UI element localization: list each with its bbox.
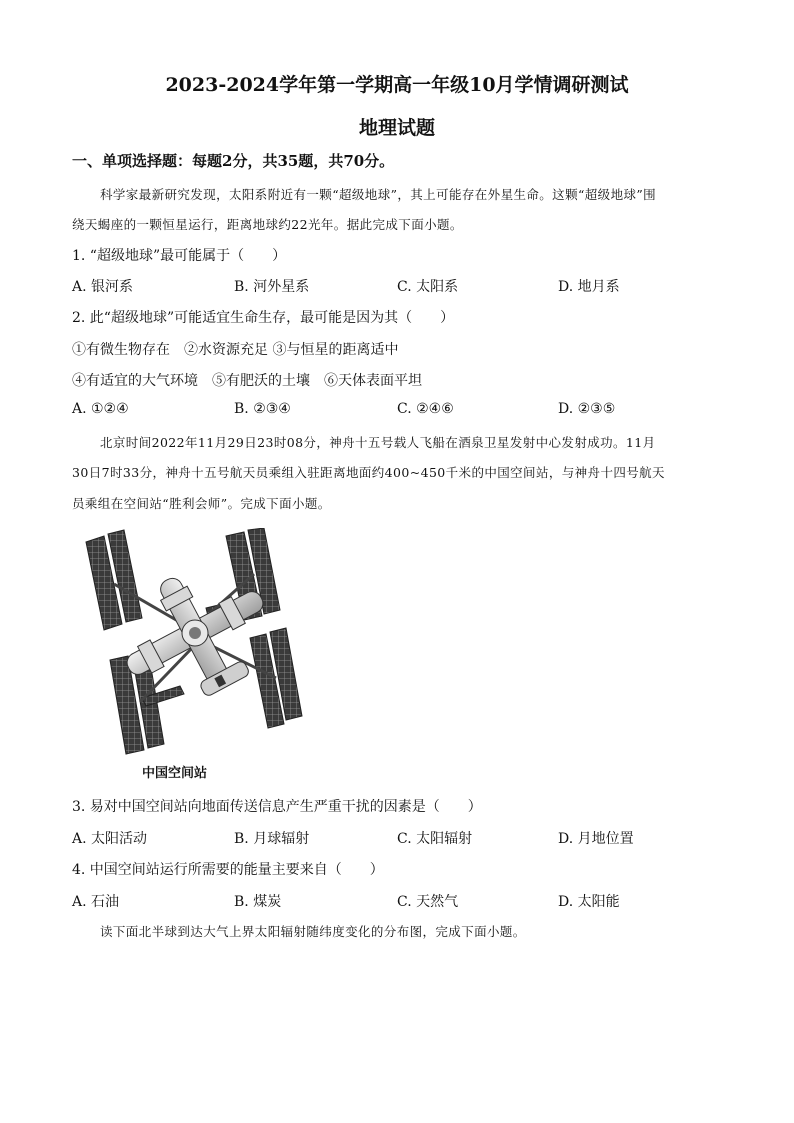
question-2-option-a: A. ①②④ <box>72 401 129 417</box>
question-2-stem: 2. 此“超级地球”可能适宜生命生存，最可能是因为其（ ） <box>72 310 455 326</box>
question-1-option-d: D. 地月系 <box>558 279 620 295</box>
question-1-stem: 1. “超级地球”最可能属于（ ） <box>72 248 287 264</box>
space-station-illustration <box>80 528 310 758</box>
page-subtitle: 地理试题 <box>358 117 435 139</box>
question-3-option-b: B. 月球辐射 <box>234 831 310 847</box>
figure-caption: 中国空间站 <box>142 766 208 781</box>
passage-2-line-1: 北京时间2022年11月29日23时08分，神舟十五号载人飞船在酒泉卫星发射中心发射成功。11月 <box>100 435 656 450</box>
question-3-option-a: A. 太阳活动 <box>72 831 148 847</box>
space-station-figure <box>80 528 310 758</box>
passage-2-line-2: 30日7时33分，神舟十五号航天员乘组入驻距离地面约400~450千米的中国空间站，与神舟十四号航天 <box>72 465 665 480</box>
passage-2-line-3: 员乘组在空间站“胜利会师”。完成下面小题。 <box>72 496 331 511</box>
passage-3-line-1: 读下面北半球到达大气上界太阳辐射随纬度变化的分布图，完成下面小题。 <box>100 924 526 939</box>
question-4-option-d: D. 太阳能 <box>558 894 620 910</box>
question-4-stem: 4. 中国空间站运行所需要的能量主要来自（ ） <box>72 862 384 878</box>
question-3-option-d: D. 月地位置 <box>558 831 634 847</box>
question-3-option-c: C. 太阳辐射 <box>397 831 473 847</box>
question-4-option-b: B. 煤炭 <box>234 894 282 910</box>
question-4-option-a: A. 石油 <box>72 894 120 910</box>
question-2-option-b: B. ②③④ <box>234 401 291 417</box>
page-title: 2023-2024学年第一学期高一年级10月学情调研测试 <box>165 74 629 96</box>
question-1-option-a: A. 银河系 <box>72 279 134 295</box>
question-2-option-d: D. ②③⑤ <box>558 401 616 417</box>
question-2-statements-1: ①有微生物存在 ②水资源充足 ③与恒星的距离适中 <box>72 342 399 358</box>
question-1-option-c: C. 太阳系 <box>397 279 459 295</box>
question-2-statements-2: ④有适宜的大气环境 ⑤有肥沃的土壤 ⑥天体表面平坦 <box>72 373 422 389</box>
question-1-option-b: B. 河外星系 <box>234 279 310 295</box>
question-4-option-c: C. 天然气 <box>397 894 459 910</box>
question-2-option-c: C. ②④⑥ <box>397 401 454 417</box>
section-heading: 一、单项选择题：每题2分，共35题，共70分。 <box>72 152 395 170</box>
passage-1-line-1: 科学家最新研究发现，太阳系附近有一颗“超级地球”，其上可能存在外星生命。这颗“超级地球”围 <box>100 187 657 202</box>
passage-1-line-2: 绕天蝎座的一颗恒星运行，距离地球约22光年。据此完成下面小题。 <box>72 217 463 232</box>
question-3-stem: 3. 易对中国空间站向地面传送信息产生严重干扰的因素是（ ） <box>72 799 482 815</box>
